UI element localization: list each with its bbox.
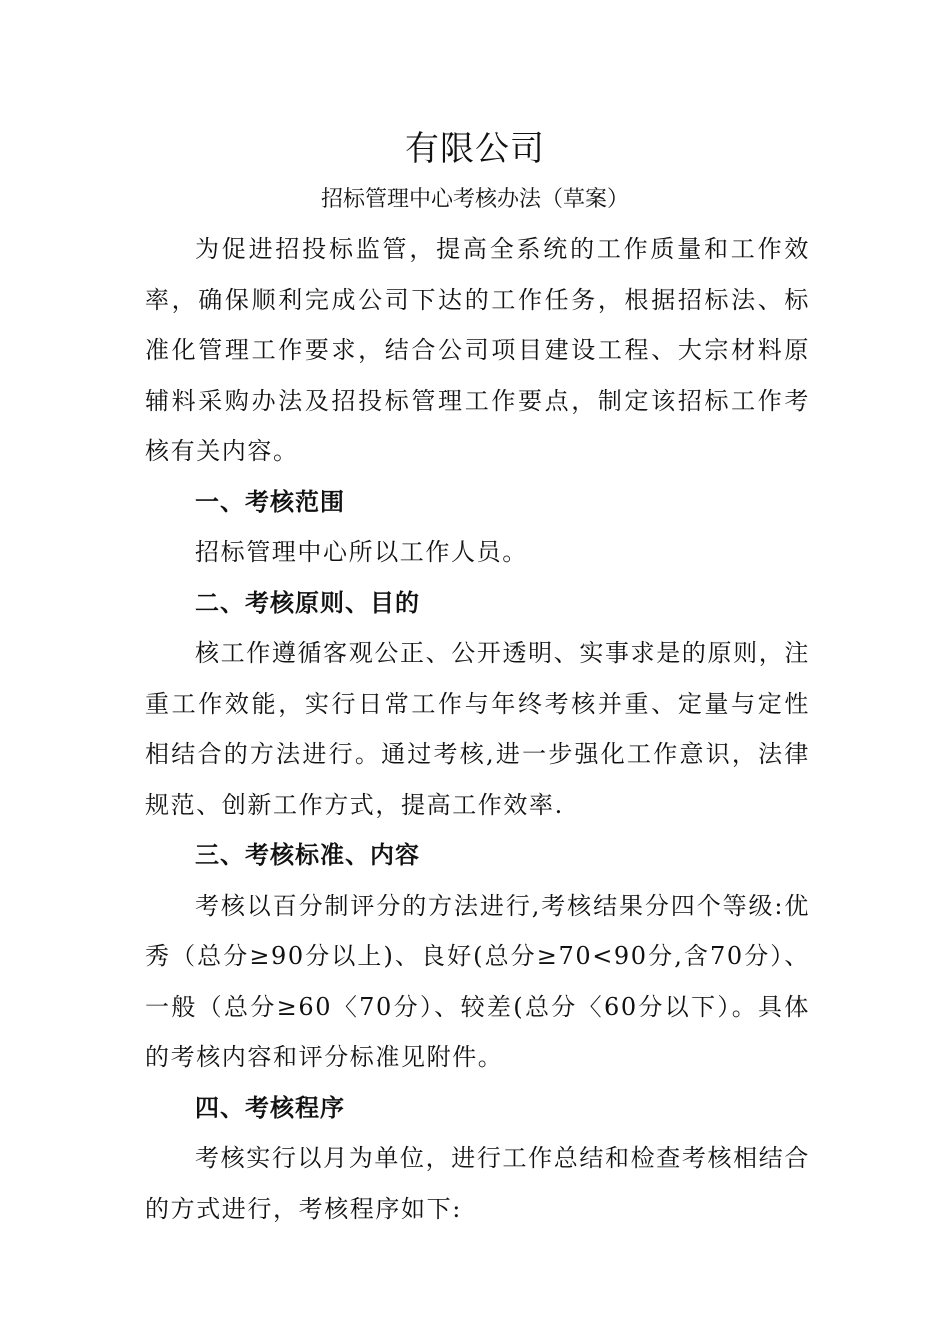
section-text-scope: 招标管理中心所以工作人员。 <box>195 538 528 566</box>
section-heading-scope: 一、考核范围 <box>195 487 345 516</box>
section-heading-procedure: 四、考核程序 <box>195 1093 345 1122</box>
section-text-standards: 考核以百分制评分的方法进行,考核结果分四个等级:优秀（总分≥90分以上)、良好(总分≥70<90分,含70分）、一般（总分≥60〈70分）、较差(总分〈60分以下）。具体的考核内容和评分标准见附件。 <box>145 891 810 1071</box>
intro-paragraph: 为促进招投标监管，提高全系统的工作质量和工作效率，确保顺利完成公司下达的工作任务，根据招标法、标准化管理工作要求，结合公司项目建设工程、大宗材料原辅料采购办法及招投标管理工作要点，制定该招标工作考核有关内容。 <box>145 235 810 465</box>
document-body <box>145 224 810 1234</box>
section-heading-principles: 二、考核原则、目的 <box>195 588 420 617</box>
document-title: 有限公司 <box>405 129 545 169</box>
section-heading-standards: 三、考核标准、内容 <box>195 841 420 869</box>
section-text-principles: 核工作遵循客观公正、公开透明、实事求是的原则，注重工作效能，实行日常工作与年终考核并重、定量与定性相结合的方法进行。通过考核,进一步强化工作意识，法律规范、创新工作方式，提高工作效率. <box>145 639 810 819</box>
section-text-procedure: 考核实行以月为单位，进行工作总结和检查考核相结合的方式进行，考核程序如下: <box>145 1144 810 1223</box>
document-subtitle: 招标管理中心考核办法（草案） <box>320 187 629 212</box>
